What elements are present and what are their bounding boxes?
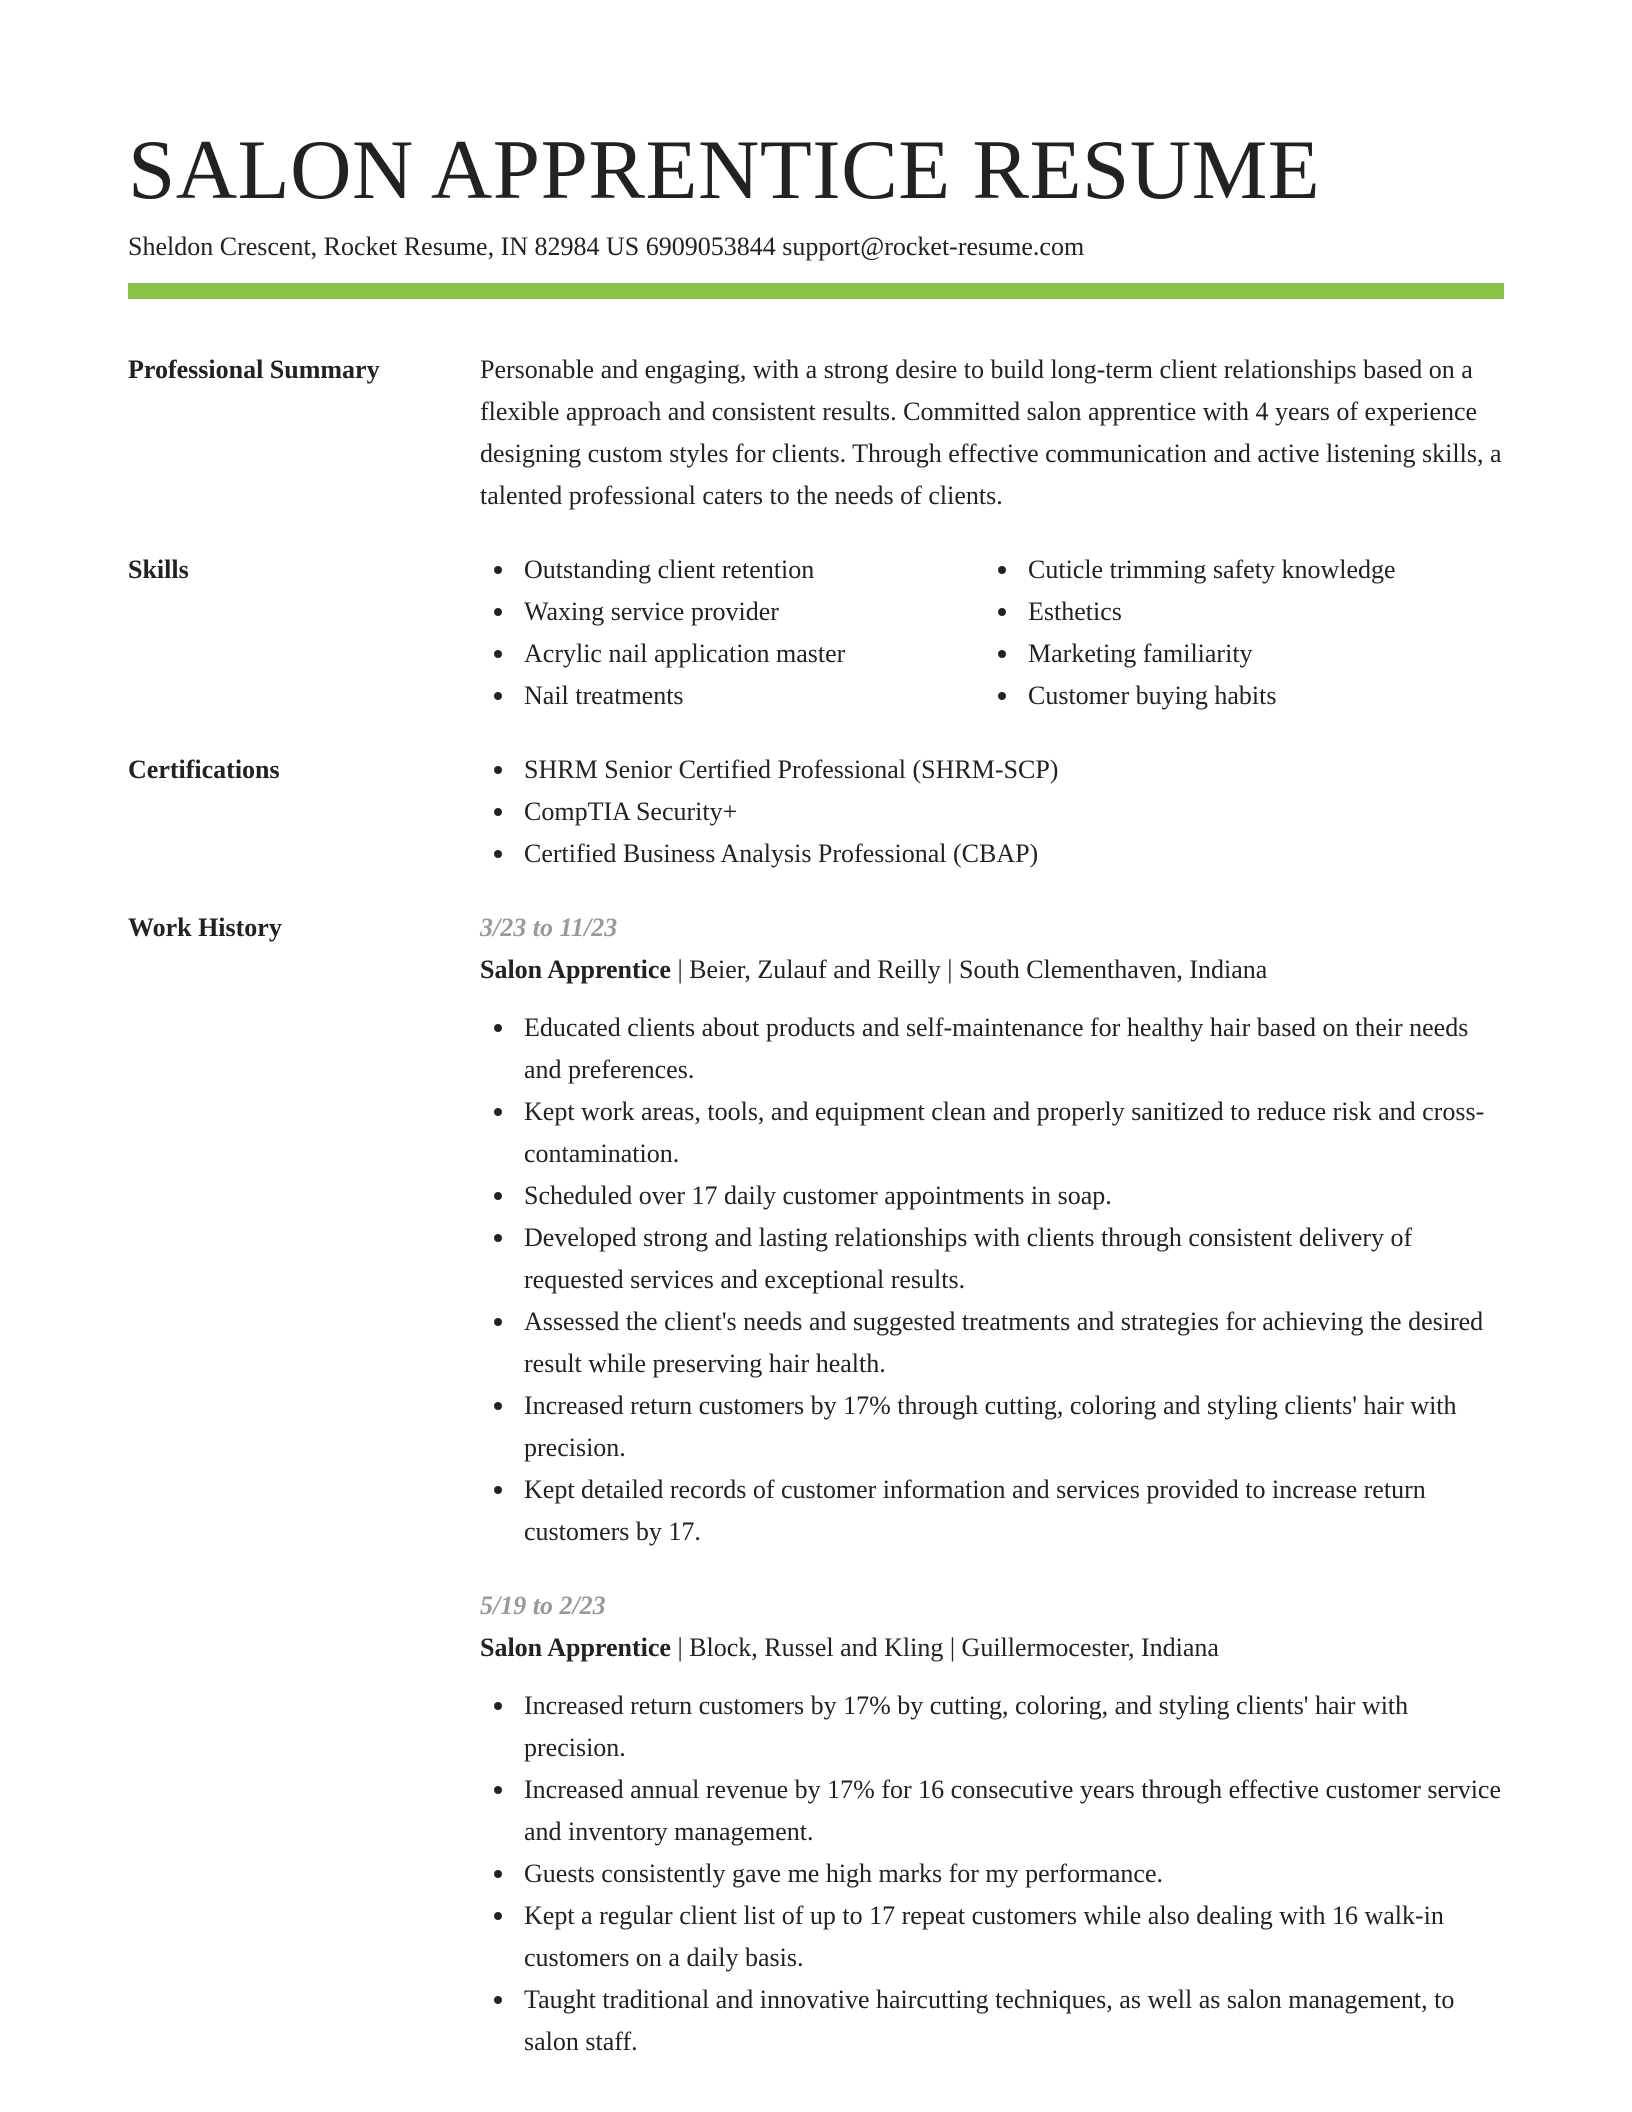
list-item: CompTIA Security+	[480, 791, 1504, 833]
summary-text: Personable and engaging, with a strong desire to build long-term client relationships based on a flexible approach and consistent results. Committed salon apprentice with 4 years of experience designing custom styles for clients. Through effective communication and active listening skills, a talented professional caters to the needs of clients.	[480, 355, 1502, 510]
skills-list-left	[480, 549, 984, 717]
list-item: Kept detailed records of customer information and services provided to increase return customers by 17.	[480, 1469, 1504, 1553]
summary-section	[128, 349, 1504, 517]
certifications-section	[128, 749, 1504, 875]
job-role: Salon Apprentice	[480, 955, 671, 984]
list-item: Marketing familiarity	[984, 633, 1488, 675]
resume-title: SALON APPRENTICE RESUME	[128, 123, 1321, 217]
list-item: Increased return customers by 17% through cutting, coloring and styling clients' hair with precision.	[480, 1385, 1504, 1469]
summary-heading: Professional Summary	[128, 355, 380, 384]
list-item: Kept work areas, tools, and equipment clean and properly sanitized to reduce risk and cross-contamination.	[480, 1091, 1504, 1175]
job-dates: 3/23 to 11/23	[480, 913, 618, 942]
list-item: Developed strong and lasting relationships with clients through consistent delivery of requested services and exceptional results.	[480, 1217, 1504, 1301]
list-item: Increased annual revenue by 17% for 16 consecutive years through effective customer service and inventory management.	[480, 1769, 1504, 1853]
skills-section	[128, 549, 1504, 717]
job-dates: 5/19 to 2/23	[480, 1591, 606, 1620]
list-item: Kept a regular client list of up to 17 repeat customers while also dealing with 16 walk-in customers on a daily basis.	[480, 1895, 1504, 1979]
list-item: Cuticle trimming safety knowledge	[984, 549, 1488, 591]
list-item: Outstanding client retention	[480, 549, 984, 591]
job-entry	[480, 1585, 1504, 2063]
list-item: Esthetics	[984, 591, 1488, 633]
job-details: | Block, Russel and Kling | Guillermocester, Indiana	[670, 1633, 1219, 1662]
job-entry	[480, 907, 1504, 1553]
certifications-list	[480, 749, 1504, 875]
contact-line: Sheldon Crescent, Rocket Resume, IN 82984 US 6909053844 support@rocket-resume.com	[128, 232, 1085, 261]
certifications-body	[480, 749, 1504, 875]
list-item: Assessed the client's needs and suggested treatments and strategies for achieving the desired result while preserving hair health.	[480, 1301, 1504, 1385]
job-header	[480, 949, 1504, 991]
list-item: Increased return customers by 17% by cutting, coloring, and styling clients' hair with precision.	[480, 1685, 1504, 1769]
job-role: Salon Apprentice	[480, 1633, 671, 1662]
work-history-heading: Work History	[128, 913, 282, 942]
job-bullets	[480, 1007, 1504, 1553]
list-item: Nail treatments	[480, 675, 984, 717]
work-history-body	[480, 907, 1504, 2063]
list-item: Certified Business Analysis Professional (CBAP)	[480, 833, 1504, 875]
job-details: | Beier, Zulauf and Reilly | South Clementhaven, Indiana	[670, 955, 1268, 984]
skills-list-right	[984, 549, 1488, 717]
job-header	[480, 1627, 1504, 1669]
skills-grid	[480, 549, 1504, 717]
list-item: Waxing service provider	[480, 591, 984, 633]
job-bullets	[480, 1685, 1504, 2063]
list-item: Taught traditional and innovative haircutting techniques, as well as salon management, to salon staff.	[480, 1979, 1504, 2063]
list-item: Scheduled over 17 daily customer appointments in soap.	[480, 1175, 1504, 1217]
list-item: Customer buying habits	[984, 675, 1488, 717]
skills-heading: Skills	[128, 555, 189, 584]
list-item: SHRM Senior Certified Professional (SHRM-SCP)	[480, 749, 1504, 791]
list-item: Acrylic nail application master	[480, 633, 984, 675]
work-history-section	[128, 907, 1504, 2063]
list-item: Guests consistently gave me high marks for my performance.	[480, 1853, 1504, 1895]
accent-divider	[128, 283, 1504, 299]
list-item: Educated clients about products and self-maintenance for healthy hair based on their needs and preferences.	[480, 1007, 1504, 1091]
resume-page	[128, 120, 1504, 2063]
certifications-heading: Certifications	[128, 755, 280, 784]
